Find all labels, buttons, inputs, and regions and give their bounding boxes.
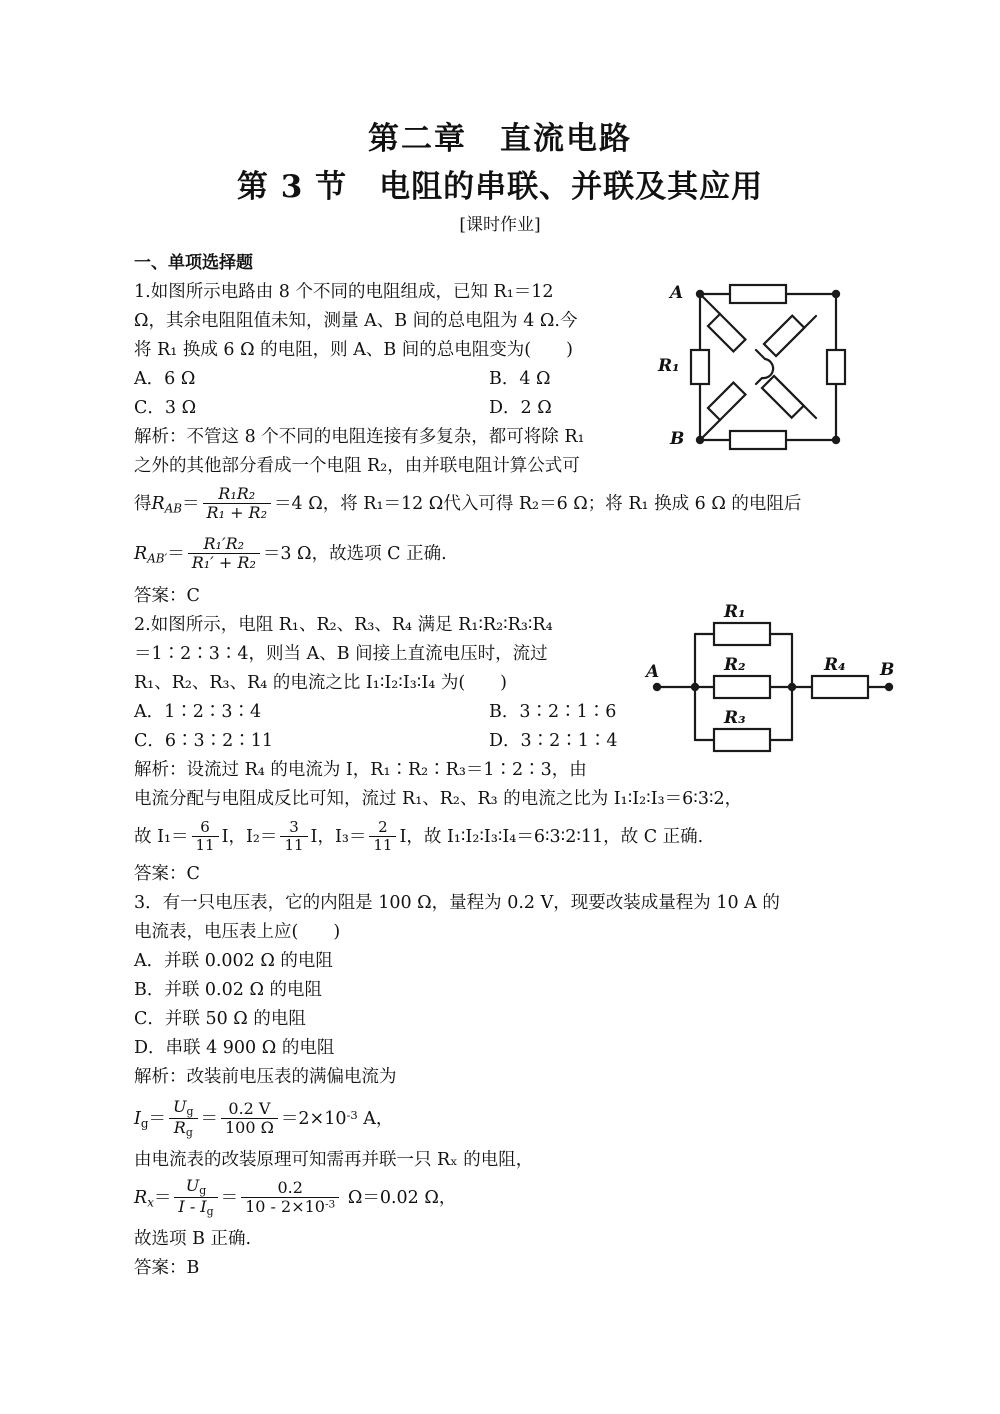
q3-ig-symbol: I [134,1108,141,1129]
q3-fraction-ug-iig [174,1177,217,1218]
q2-frac3-denominator: 11 [373,835,393,854]
wire-hop-arc [762,359,773,378]
q1-answer-label: 答案： [134,585,187,606]
q2-answer-value: C [186,863,200,884]
q1-analysis-line-2: 之外的其他部分看成一个电阻 R₂，由并联电阻计算公式可 [134,455,580,476]
q2-frac1-denominator: 11 [195,835,215,854]
resistor-left-r1 [691,350,709,384]
q1-analysis-text-1: 不管这 8 个不同的电阻连接有多复杂，都可将除 R₁ [186,426,585,447]
fig2-label-r2: R₂ [724,655,746,675]
q2-formula-mid-1: I，I₂＝ [221,826,278,847]
q2-frac2-denominator: 11 [284,835,304,854]
q3-stem-line-2: 电流表，电压表上应( ) [134,921,341,942]
q1-frac2-denominator: R₁′ + R₂ [191,553,256,573]
node-right-dot [788,683,796,691]
q3-option-b[interactable]: B．并联 0.02 Ω 的电阻 [134,979,323,1000]
q3-analysis-label: 解析： [134,1066,187,1087]
q3-analysis-text-1: 改装前电压表的满偏电流为 [186,1066,397,1087]
figure-question-1 [658,272,868,462]
q3-rx-result: Ω＝0.02 Ω， [342,1188,457,1209]
q2-option-c[interactable]: C．6∶3∶2∶11 [134,730,274,751]
q3-fraction-ug-rg [169,1098,197,1139]
q3-conclusion: 故选项 B 正确. [134,1229,252,1250]
q3-ig-exponent: -3 [346,1107,358,1122]
fig2-label-r1: R₁ [724,602,746,622]
q2-analysis-label: 解析： [134,759,187,780]
q3-answer-value: B [186,1258,200,1279]
q1-formula-tail-1: ＝4 Ω，将 R₁＝12 Ω代入可得 R₂＝6 Ω；将 R₁ 换成 6 Ω 的电阻后 [274,493,802,514]
node-b-dot [696,436,704,444]
q1-rab-symbol: R [151,493,165,514]
resistor-diag-tl [708,314,745,351]
q1-option-d[interactable]: D．2 Ω [489,397,552,418]
q1-stem-line-1: 1.如图所示电路由 8 个不同的电阻组成，已知 R₁＝12 [134,281,554,302]
q3-rx-subscript: x [147,1195,154,1210]
q2-option-b[interactable]: B．3∶2∶1∶6 [489,701,617,722]
resistor-r1-box [714,623,770,645]
q3-f3-den: I - I [178,1197,207,1217]
figure-question-2 [646,602,902,762]
resistor-diag-bl [708,383,745,420]
resistor-diag-tr [764,316,804,356]
part-heading: 一、单项选择题 [134,252,253,273]
q1-formula-2: $R_{AB'}=$ $\frac{\text{R₁′R₂}}{\text{R₁′ + R₂}}$ ＝3 Ω，故选项 C 正确. [134,534,447,573]
q3-answer-line [134,1254,866,1283]
q3-f2-num: 0.2 V [221,1100,278,1119]
q3-f4-den: 10 - 2×10 [245,1197,325,1217]
q3-f2-den: 100 Ω [225,1117,274,1137]
q1-answer-line [134,582,866,611]
page-title-chapter: 第二章 直流电路 [368,121,632,157]
q3-rx-symbol: R [134,1188,148,1209]
fig1-label-a: A [670,283,684,303]
q1-option-b[interactable]: B．4 Ω [489,368,551,389]
q2-fraction-1 [192,819,219,854]
parallel-series-circuit-svg [652,612,902,762]
q1-analysis-label: 解析： [134,426,187,447]
node-a-dot [696,290,704,298]
q2-analysis-text-1: 设流过 R₄ 的电流为 I，R₁∶R₂∶R₃＝1∶2∶3，由 [186,759,587,780]
q2-formula-mid-2: I，I₃＝ [310,826,367,847]
q3-formula-ig: $I_g=$ $\frac{U_g}{R_g}$ ＝ $\frac{0.2 V}{100 \Omega}$ $=2\times 10^{-3}$ A， [134,1096,394,1139]
node-br-dot [832,436,840,444]
q3-answer-label: 答案： [134,1258,187,1279]
fig1-label-b: B [670,429,685,449]
resistor-diag-br [762,376,804,418]
page-title-section: 第 3 节 电阻的串联、并联及其应用 [236,169,764,206]
q2-answer-label: 答案： [134,863,187,884]
terminal-a-dot [653,683,661,691]
q2-option-d[interactable]: D．3∶2∶1∶4 [489,730,618,751]
q1-rabp-symbol: R [134,544,148,565]
q3-f1-den: R [173,1117,186,1137]
q3-f3-den-sub: g [206,1205,214,1219]
q2-frac3-numerator: 2 [369,819,396,837]
bridge-square-circuit-svg [658,272,868,462]
q3-f1-num-sub: g [186,1104,194,1118]
q2-answer-line [134,860,866,889]
fig2-label-a: A [646,662,660,682]
q2-option-a[interactable]: A．1∶2∶3∶4 [134,701,262,722]
q1-frac2-numerator: R₁′R₂ [203,534,245,554]
q1-rab-subscript: AB [164,501,183,516]
fig1-label-r1: R₁ [658,356,680,376]
resistor-right [827,350,845,384]
q3-option-c[interactable]: C．并联 50 Ω 的电阻 [134,1008,306,1029]
q1-option-c[interactable]: C．3 Ω [134,397,197,418]
q3-f1-den-sub: g [185,1125,193,1139]
q3-formula-rx: $R_x=$ $\frac{U_g}{I - I_g}$ ＝ $\frac{0.2}{10 - 2\times 10^{-3}}$ Ω＝0.02 Ω， [134,1175,457,1219]
q3-f1-num: U [173,1096,187,1116]
q2-formula-line [134,814,866,860]
node-left-dot [691,683,699,691]
q1-frac1-numerator: R₁R₂ [218,483,256,503]
q1-formula-tail-2: ＝3 Ω，故选项 C 正确. [262,544,447,565]
question-3 [134,889,866,1284]
q1-option-a[interactable]: A．6 Ω [134,368,196,389]
q3-fraction-values [221,1100,278,1137]
q3-ig-result: ＝2×10 [280,1108,347,1129]
fig2-label-r4: R₄ [824,655,846,675]
q2-formula-tail: I，故 I₁∶I₂∶I₃∶I₄＝6∶3∶2∶11，故 C 正确. [399,826,704,847]
q2-stem-line-2: ＝1∶2∶3∶4，则当 A、B 间接上直流电压时，流过 [134,643,548,664]
q2-analysis-line-2: 电流分配与电阻成反比可知，流过 R₁、R₂、R₃ 的电流之比为 I₁∶I₂∶I₃＝6∶3∶2， [134,788,743,809]
q1-formula-prefix: 得 [134,493,152,514]
q3-f4-num: 0.2 [241,1179,339,1198]
q1-stem-line-3: 将 R₁ 换成 6 Ω 的电阻，则 A、B 间的总电阻变为( ) [134,339,573,360]
resistor-r4-box [812,676,868,698]
q1-rabp-subscript: AB′ [147,551,168,566]
q3-stem-line-1: 3．有一只电压表，它的内阻是 100 Ω，量程为 0.2 V，现要改装成量程为 10 A 的 [134,892,780,913]
q1-answer-value: C [186,585,200,606]
q1-formula-1: 得$R_{AB}=$ $\frac{\text{R₁R₂}}{\text{R₁ + R₂}}$ ＝4 Ω，将 R₁＝12 Ω代入可得 R₂＝6 Ω；将 R₁ 换成 6 Ω 的电阻后 [134,483,802,522]
homework-tag: [课时作业] [459,215,541,236]
resistor-top [730,285,786,303]
q3-ig-unit: A， [357,1108,394,1129]
q3-fraction-rx-values [241,1179,339,1216]
terminal-b-dot [885,683,893,691]
q3-option-a[interactable]: A．并联 0.002 Ω 的电阻 [134,950,333,971]
q2-formula-prefix: 故 I₁＝ [134,826,189,847]
resistor-r3-box [714,729,770,751]
q2-stem-line-1: 2.如图所示，电阻 R₁、R₂、R₃、R₄ 满足 R₁∶R₂∶R₃∶R₄ [134,614,553,635]
q3-analysis-line-1 [134,1063,866,1092]
q1-stem-line-2: Ω，其余电阻阻值未知，测量 A、B 间的总电阻为 4 Ω.今 [134,310,578,331]
q1-fraction-1 [203,485,272,522]
q2-fraction-2 [280,819,307,854]
q2-fraction-3 [369,819,396,854]
q3-f4-den-exponent: -3 [324,1198,336,1211]
q2-stem-line-3: R₁、R₂、R₃、R₄ 的电流之比 I₁∶I₂∶I₃∶I₄ 为( ) [134,672,507,693]
q3-option-d[interactable]: D．串联 4 900 Ω 的电阻 [134,1037,335,1058]
fig2-label-r3: R₃ [724,708,746,728]
q1-frac1-denominator: R₁ + R₂ [206,502,268,522]
resistor-r2-box [714,676,770,698]
node-tr-dot [832,290,840,298]
resistor-bottom [730,431,786,449]
q1-fraction-2 [188,535,260,572]
fig2-label-b: B [880,660,895,680]
q3-ig-subscript: g [140,1116,149,1131]
q2-frac1-numerator: 6 [192,819,219,837]
q2-frac2-numerator: 3 [280,819,307,837]
q3-mid-line: 由电流表的改装原理可知需再并联一只 Rₓ 的电阻， [134,1150,534,1171]
q3-f3-num: U [185,1175,200,1195]
q3-f3-num-sub: g [199,1183,207,1197]
